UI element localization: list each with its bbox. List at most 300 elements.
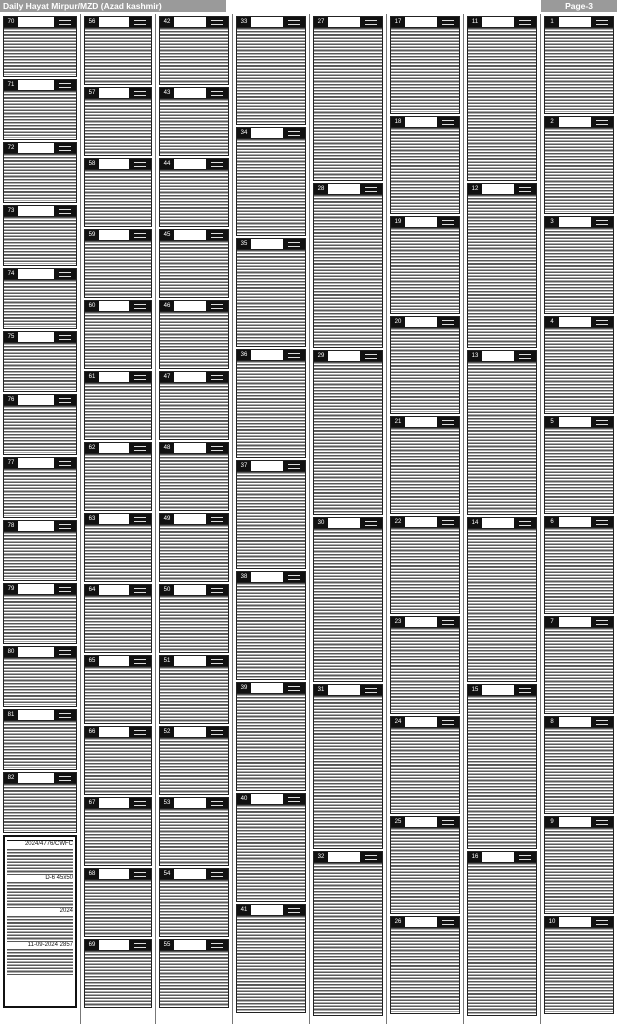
ad-seal-icon xyxy=(514,518,536,528)
ad-body-text xyxy=(4,406,76,453)
ad-seal-icon xyxy=(129,88,151,98)
ad-body-text xyxy=(468,28,536,179)
classified-ad xyxy=(3,142,77,203)
ad-body-text xyxy=(4,91,76,138)
classified-ad xyxy=(544,416,614,514)
classified-ad xyxy=(236,682,306,791)
ad-title-blank xyxy=(99,17,129,27)
classified-ad xyxy=(390,216,460,314)
ad-body-text xyxy=(4,721,76,768)
ad-header-bar xyxy=(391,17,459,28)
ad-seal-icon xyxy=(437,417,459,427)
ad-header-bar xyxy=(468,17,536,28)
ad-seal-icon xyxy=(437,317,459,327)
ad-seal-icon xyxy=(129,230,151,240)
classified-ad xyxy=(236,904,306,1013)
ad-header-bar xyxy=(4,269,76,280)
ad-body-text xyxy=(85,596,151,651)
ad-title-blank xyxy=(99,88,129,98)
ad-body-text xyxy=(160,454,228,509)
ad-body-text xyxy=(237,916,305,1011)
ad-seal-icon xyxy=(360,518,382,528)
classified-ad xyxy=(84,513,152,582)
ad-title-blank xyxy=(174,17,206,27)
ad-number: 26 xyxy=(391,917,405,927)
ad-number: 17 xyxy=(391,17,405,27)
ad-number: 52 xyxy=(160,727,174,737)
ad-number: 73 xyxy=(4,206,18,216)
ad-number: 1 xyxy=(545,17,559,27)
ad-header-bar xyxy=(160,88,228,99)
ad-header-bar xyxy=(545,517,613,528)
ad-header-bar xyxy=(85,514,151,525)
ad-body-text xyxy=(314,863,382,1014)
ad-title-blank xyxy=(251,350,283,360)
ad-number: 43 xyxy=(160,88,174,98)
ad-number: 45 xyxy=(160,230,174,240)
ad-number: 44 xyxy=(160,159,174,169)
ad-title-blank xyxy=(174,301,206,311)
ad-body-text xyxy=(85,525,151,580)
classified-ad xyxy=(390,416,460,514)
ad-body-text xyxy=(314,195,382,346)
ad-body-text xyxy=(4,595,76,642)
classified-ad xyxy=(390,816,460,914)
ad-title-blank xyxy=(18,17,54,27)
ad-body-text xyxy=(160,99,228,154)
ad-body-text xyxy=(4,532,76,579)
ad-title-blank xyxy=(18,80,54,90)
ad-seal-icon xyxy=(129,727,151,737)
ad-number: 46 xyxy=(160,301,174,311)
ad-header-bar xyxy=(391,517,459,528)
ad-header-bar xyxy=(545,217,613,228)
classified-ad xyxy=(544,916,614,1014)
ad-seal-icon xyxy=(591,117,613,127)
ad-title-blank xyxy=(18,584,54,594)
ad-header-bar xyxy=(85,17,151,28)
ad-title-blank xyxy=(559,217,591,227)
ad-title-blank xyxy=(482,685,514,695)
classified-ad xyxy=(84,300,152,369)
ad-body-text xyxy=(545,28,613,112)
ad-number: 63 xyxy=(85,514,99,524)
ad-number: 13 xyxy=(468,351,482,361)
ad-title-blank xyxy=(559,617,591,627)
ad-number: 3 xyxy=(545,217,559,227)
ad-header-bar xyxy=(237,17,305,28)
ad-seal-icon xyxy=(206,798,228,808)
ad-header-bar xyxy=(4,584,76,595)
ad-title-blank xyxy=(251,239,283,249)
classified-ad xyxy=(236,349,306,458)
classified-ad xyxy=(467,350,537,515)
ad-number: 6 xyxy=(545,517,559,527)
ad-title-blank xyxy=(405,17,437,27)
ad-seal-icon xyxy=(129,585,151,595)
ad-header-bar xyxy=(391,617,459,628)
ad-body-text xyxy=(85,99,151,154)
classified-ad xyxy=(3,394,77,455)
ad-header-bar xyxy=(391,317,459,328)
ad-seal-icon xyxy=(206,940,228,950)
ad-number: 7 xyxy=(545,617,559,627)
classified-ad xyxy=(159,229,229,298)
ad-header-bar xyxy=(237,350,305,361)
ad-number: 5 xyxy=(545,417,559,427)
ad-body-text xyxy=(85,170,151,225)
ad-title-blank xyxy=(174,88,206,98)
ad-title-blank xyxy=(18,773,54,783)
ad-header-bar xyxy=(160,514,228,525)
ad-title-blank xyxy=(251,461,283,471)
ad-body-text xyxy=(237,583,305,678)
ad-number: 10 xyxy=(545,917,559,927)
ad-seal-icon xyxy=(283,128,305,138)
ad-title-blank xyxy=(251,17,283,27)
ad-number: 15 xyxy=(468,685,482,695)
ad-number: 61 xyxy=(85,372,99,382)
notice-body-text xyxy=(7,949,73,975)
classified-ad xyxy=(313,684,383,849)
ad-seal-icon xyxy=(437,717,459,727)
ad-seal-icon xyxy=(129,940,151,950)
ad-body-text xyxy=(468,529,536,680)
classified-ad xyxy=(3,772,77,833)
ad-header-bar xyxy=(545,917,613,928)
ad-title-blank xyxy=(99,159,129,169)
classified-ad xyxy=(3,268,77,329)
ad-title-blank xyxy=(99,301,129,311)
ad-number: 55 xyxy=(160,940,174,950)
ad-number: 24 xyxy=(391,717,405,727)
ad-seal-icon xyxy=(129,656,151,666)
ad-title-blank xyxy=(559,817,591,827)
ad-number: 23 xyxy=(391,617,405,627)
ad-header-bar xyxy=(468,518,536,529)
ad-title-blank xyxy=(99,727,129,737)
ad-title-blank xyxy=(405,317,437,327)
ad-title-blank xyxy=(174,940,206,950)
ad-header-bar xyxy=(237,905,305,916)
ad-title-blank xyxy=(559,117,591,127)
ad-title-blank xyxy=(174,372,206,382)
ad-header-bar xyxy=(314,184,382,195)
ad-title-blank xyxy=(559,917,591,927)
classified-ad xyxy=(84,726,152,795)
ad-title-blank xyxy=(482,184,514,194)
ad-seal-icon xyxy=(129,869,151,879)
ad-seal-icon xyxy=(591,17,613,27)
ad-seal-icon xyxy=(206,869,228,879)
ad-seal-icon xyxy=(437,117,459,127)
ad-header-bar xyxy=(391,217,459,228)
ad-header-bar xyxy=(160,869,228,880)
ad-body-text xyxy=(160,738,228,793)
ad-title-blank xyxy=(174,869,206,879)
ad-body-text xyxy=(85,738,151,793)
classified-ad xyxy=(3,16,77,77)
classified-ad xyxy=(236,460,306,569)
ad-title-blank xyxy=(99,940,129,950)
ad-number: 38 xyxy=(237,572,251,582)
ad-header-bar xyxy=(85,940,151,951)
ad-seal-icon xyxy=(54,647,76,657)
ad-number: 76 xyxy=(4,395,18,405)
ad-number: 29 xyxy=(314,351,328,361)
notice-body-text xyxy=(7,882,73,908)
ad-body-text xyxy=(4,154,76,201)
ad-title-blank xyxy=(18,143,54,153)
ad-body-text xyxy=(160,951,228,1006)
ad-seal-icon xyxy=(437,17,459,27)
ad-seal-icon xyxy=(54,584,76,594)
ad-number: 35 xyxy=(237,239,251,249)
ad-title-blank xyxy=(405,717,437,727)
ad-seal-icon xyxy=(206,585,228,595)
ad-title-blank xyxy=(405,617,437,627)
ad-title-blank xyxy=(174,798,206,808)
ad-number: 2 xyxy=(545,117,559,127)
ad-number: 16 xyxy=(468,852,482,862)
ad-seal-icon xyxy=(54,332,76,342)
ad-header-bar xyxy=(85,443,151,454)
classified-ad xyxy=(159,371,229,440)
classified-ad xyxy=(3,646,77,707)
ad-body-text xyxy=(160,170,228,225)
ad-header-bar xyxy=(4,773,76,784)
ad-title-blank xyxy=(99,585,129,595)
ad-number: 50 xyxy=(160,585,174,595)
ad-header-bar xyxy=(237,461,305,472)
ad-header-bar xyxy=(391,417,459,428)
ad-header-bar xyxy=(85,869,151,880)
ad-title-blank xyxy=(251,683,283,693)
ad-seal-icon xyxy=(360,184,382,194)
classified-page xyxy=(0,14,617,1024)
ad-seal-icon xyxy=(591,217,613,227)
classified-ad xyxy=(390,116,460,214)
classified-ad xyxy=(3,457,77,518)
ad-title-blank xyxy=(482,852,514,862)
ad-title-blank xyxy=(405,917,437,927)
ad-header-bar xyxy=(4,80,76,91)
classified-ad xyxy=(159,442,229,511)
ad-body-text xyxy=(468,362,536,513)
classified-ad xyxy=(84,442,152,511)
ad-seal-icon xyxy=(591,917,613,927)
ad-body-text xyxy=(160,383,228,438)
ad-title-blank xyxy=(405,417,437,427)
ad-header-bar xyxy=(468,184,536,195)
ad-title-blank xyxy=(18,332,54,342)
ad-seal-icon xyxy=(514,351,536,361)
ad-title-blank xyxy=(251,572,283,582)
ad-title-blank xyxy=(559,17,591,27)
ad-header-bar xyxy=(468,685,536,696)
ad-seal-icon xyxy=(437,517,459,527)
ad-body-text xyxy=(160,596,228,651)
ad-header-bar xyxy=(160,727,228,738)
ad-seal-icon xyxy=(54,458,76,468)
ad-seal-icon xyxy=(437,217,459,227)
ad-number: 75 xyxy=(4,332,18,342)
ad-header-bar xyxy=(314,685,382,696)
ad-header-bar xyxy=(237,683,305,694)
ad-seal-icon xyxy=(283,572,305,582)
ad-header-bar xyxy=(237,572,305,583)
ad-header-bar xyxy=(4,17,76,28)
ad-seal-icon xyxy=(54,206,76,216)
ad-seal-icon xyxy=(591,617,613,627)
classified-ad xyxy=(3,205,77,266)
ad-number: 49 xyxy=(160,514,174,524)
ad-header-bar xyxy=(468,852,536,863)
ad-title-blank xyxy=(405,517,437,527)
classified-ad xyxy=(313,16,383,181)
classified-ad xyxy=(544,216,614,314)
ad-title-blank xyxy=(99,443,129,453)
ad-number: 21 xyxy=(391,417,405,427)
ad-seal-icon xyxy=(206,159,228,169)
classified-ad xyxy=(84,584,152,653)
classified-ad xyxy=(467,517,537,682)
ad-body-text xyxy=(314,28,382,179)
ad-header-bar xyxy=(160,17,228,28)
ad-number: 67 xyxy=(85,798,99,808)
classified-ad xyxy=(84,87,152,156)
ad-number: 33 xyxy=(237,17,251,27)
ad-seal-icon xyxy=(360,852,382,862)
ad-title-blank xyxy=(405,817,437,827)
ad-body-text xyxy=(4,217,76,264)
ad-title-blank xyxy=(18,521,54,531)
ad-number: 54 xyxy=(160,869,174,879)
ad-header-bar xyxy=(314,351,382,362)
page-number: Page-3 xyxy=(541,0,617,12)
ad-seal-icon xyxy=(54,17,76,27)
ad-seal-icon xyxy=(514,852,536,862)
ad-seal-icon xyxy=(591,517,613,527)
ad-seal-icon xyxy=(206,727,228,737)
ad-column xyxy=(309,14,386,1024)
ad-title-blank xyxy=(559,717,591,727)
ad-title-blank xyxy=(18,647,54,657)
ad-number: 80 xyxy=(4,647,18,657)
classified-ad xyxy=(390,516,460,614)
ad-title-blank xyxy=(328,518,360,528)
ad-body-text xyxy=(545,228,613,312)
classified-ad xyxy=(236,793,306,902)
ad-title-blank xyxy=(18,269,54,279)
ad-seal-icon xyxy=(283,794,305,804)
classified-ad xyxy=(84,229,152,298)
classified-ad xyxy=(544,716,614,814)
ad-body-text xyxy=(85,383,151,438)
ad-title-blank xyxy=(18,206,54,216)
ad-number: 47 xyxy=(160,372,174,382)
ad-seal-icon xyxy=(591,717,613,727)
ad-number: 56 xyxy=(85,17,99,27)
ad-body-text xyxy=(545,928,613,1012)
ad-body-text xyxy=(545,528,613,612)
classified-ad xyxy=(313,517,383,682)
ad-column xyxy=(155,14,232,1024)
classified-ad xyxy=(3,79,77,140)
ad-header-bar xyxy=(160,372,228,383)
ad-title-blank xyxy=(405,117,437,127)
ad-body-text xyxy=(160,525,228,580)
ad-seal-icon xyxy=(514,17,536,27)
ad-seal-icon xyxy=(283,17,305,27)
ad-body-text xyxy=(545,728,613,812)
ad-seal-icon xyxy=(206,656,228,666)
ad-number: 39 xyxy=(237,683,251,693)
ad-number: 34 xyxy=(237,128,251,138)
classified-ad xyxy=(236,238,306,347)
ad-seal-icon xyxy=(54,269,76,279)
ad-body-text xyxy=(85,454,151,509)
ad-title-blank xyxy=(482,518,514,528)
ad-body-text xyxy=(160,312,228,367)
ad-body-text xyxy=(468,696,536,847)
masthead xyxy=(0,0,617,12)
ad-number: 22 xyxy=(391,517,405,527)
ad-header-bar xyxy=(4,647,76,658)
classified-ad xyxy=(159,726,229,795)
ad-number: 51 xyxy=(160,656,174,666)
ad-seal-icon xyxy=(283,461,305,471)
ad-title-blank xyxy=(482,351,514,361)
ad-header-bar xyxy=(391,117,459,128)
classified-ad xyxy=(3,520,77,581)
notice-line: 2024/4776/CWFC xyxy=(24,841,73,847)
classified-ad xyxy=(3,583,77,644)
classified-ad xyxy=(467,851,537,1016)
ad-number: 74 xyxy=(4,269,18,279)
ad-column xyxy=(232,14,309,1024)
ad-header-bar xyxy=(85,656,151,667)
ad-title-blank xyxy=(99,372,129,382)
ad-title-blank xyxy=(328,184,360,194)
notice-line: 11-09-2024 2857 xyxy=(27,941,73,948)
ad-header-bar xyxy=(545,617,613,628)
ad-seal-icon xyxy=(437,617,459,627)
classified-ad xyxy=(159,584,229,653)
ad-seal-icon xyxy=(54,395,76,405)
ad-body-text xyxy=(314,362,382,513)
ad-column xyxy=(463,14,540,1024)
ad-number: 77 xyxy=(4,458,18,468)
ad-body-text xyxy=(391,28,459,112)
ad-body-text xyxy=(4,658,76,705)
ad-body-text xyxy=(85,28,151,83)
ad-header-bar xyxy=(4,458,76,469)
ad-header-bar xyxy=(314,852,382,863)
ad-header-bar xyxy=(85,372,151,383)
ad-number: 32 xyxy=(314,852,328,862)
ad-number: 48 xyxy=(160,443,174,453)
ad-number: 79 xyxy=(4,584,18,594)
ad-number: 82 xyxy=(4,773,18,783)
ad-body-text xyxy=(85,312,151,367)
ad-seal-icon xyxy=(283,683,305,693)
ad-seal-icon xyxy=(129,372,151,382)
ad-number: 81 xyxy=(4,710,18,720)
ad-title-blank xyxy=(99,798,129,808)
ad-number: 9 xyxy=(545,817,559,827)
ad-seal-icon xyxy=(129,301,151,311)
